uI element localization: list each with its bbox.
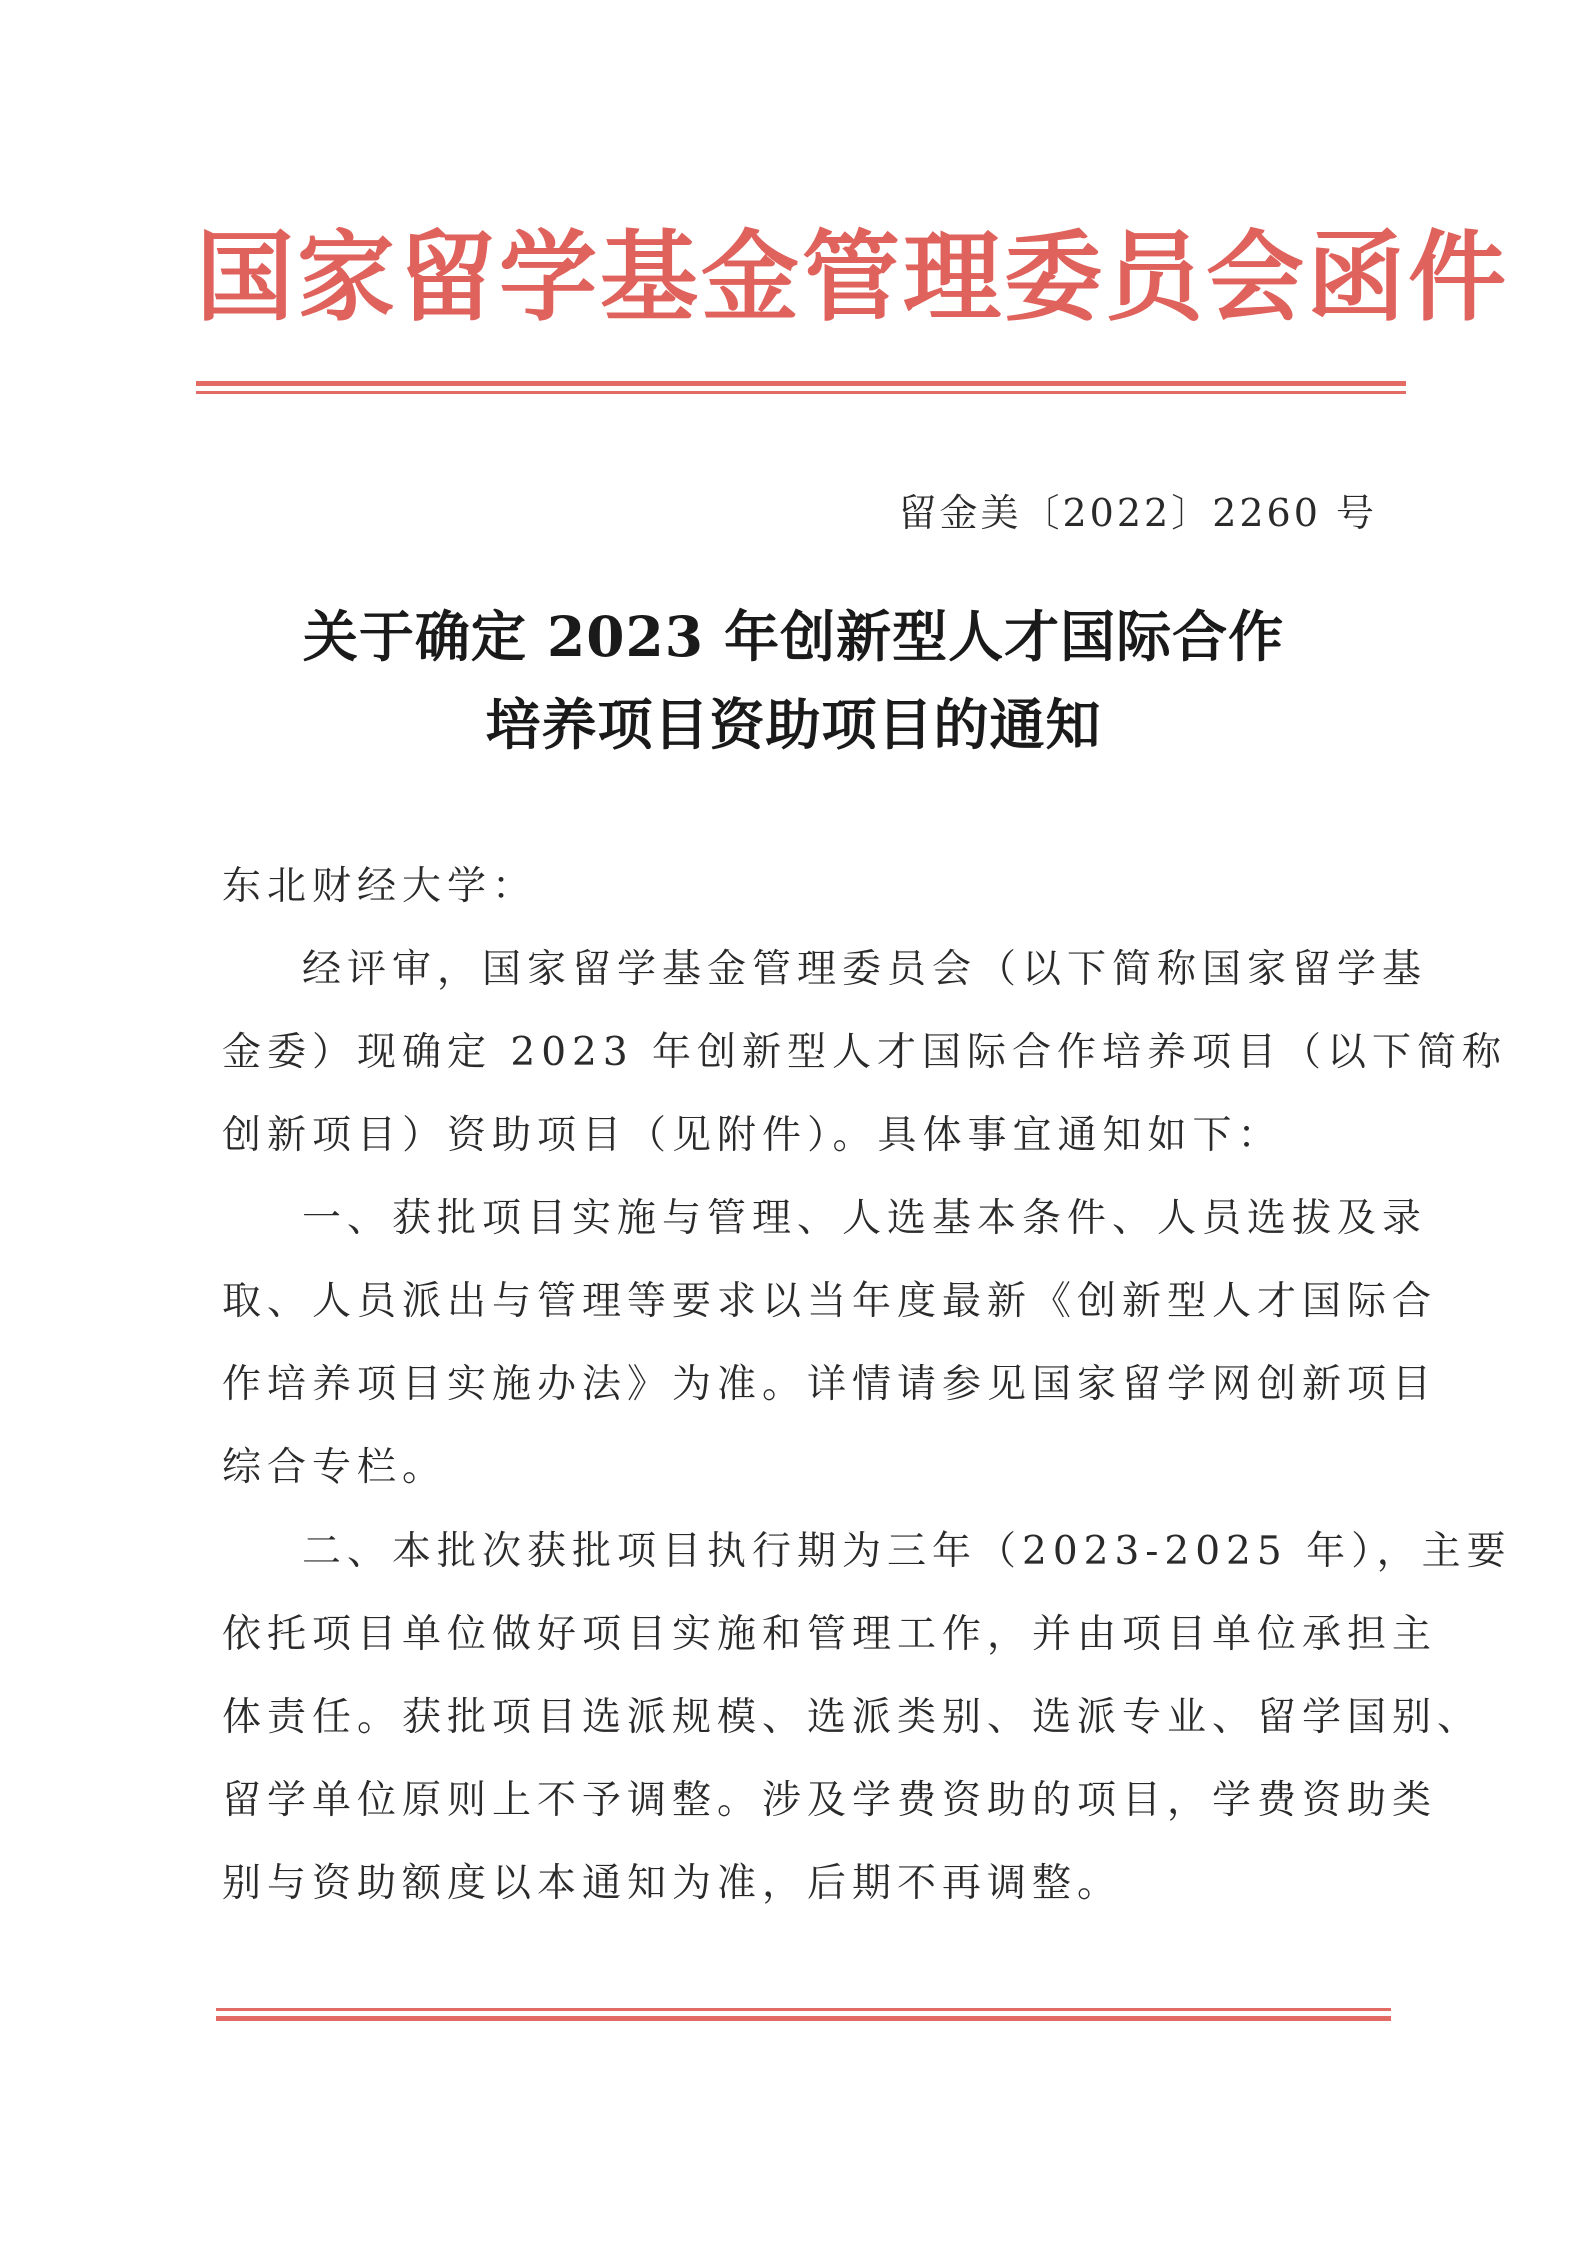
letterhead-title: 国家留学基金管理委员会函件 [196,220,1510,335]
paragraph-line: 别与资助额度以本通知为准，后期不再调整。 [222,1861,1123,1906]
paragraph-line: 综合专栏。 [222,1445,448,1490]
notice-title-line-1: 关于确定 2023 年创新型人才国际合作 [302,604,1285,669]
letterhead-rule-top [196,381,1406,386]
recipient: 东北财经大学： [222,864,538,909]
paragraph-line: 创新项目）资助项目（见附件）。具体事宜通知如下： [222,1113,1283,1158]
paragraph-line: 体责任。获批项目选派规模、选派类别、选派专业、留学国别、 [222,1695,1483,1740]
footer-rule-top [216,2008,1391,2011]
paragraph-line: 取、人员派出与管理等要求以当年度最新《创新型人才国际合 [222,1279,1438,1324]
notice-title-line-2: 培养项目资助项目的通知 [485,692,1102,757]
paragraph-line: 依托项目单位做好项目实施和管理工作，并由项目单位承担主 [222,1612,1438,1657]
paragraph-line: 作培养项目实施办法》为准。详情请参见国家留学网创新项目 [222,1362,1438,1407]
paragraph-line: 一、获批项目实施与管理、人选基本条件、人员选拔及录 [302,1196,1428,1241]
paragraph-line: 留学单位原则上不予调整。涉及学费资助的项目，学费资助类 [222,1778,1438,1823]
paragraph-line: 金委）现确定 2023 年创新型人才国际合作培养项目（以下简称 [222,1030,1508,1075]
document-number: 留金美〔2022〕2260 号 [898,491,1377,535]
paragraph-line: 二、本批次获批项目执行期为三年（2023-2025 年），主要 [302,1529,1512,1574]
footer-rule-bottom [216,2016,1391,2021]
paragraph-line: 经评审，国家留学基金管理委员会（以下简称国家留学基 [302,947,1428,992]
letterhead-rule-bottom [196,391,1406,394]
